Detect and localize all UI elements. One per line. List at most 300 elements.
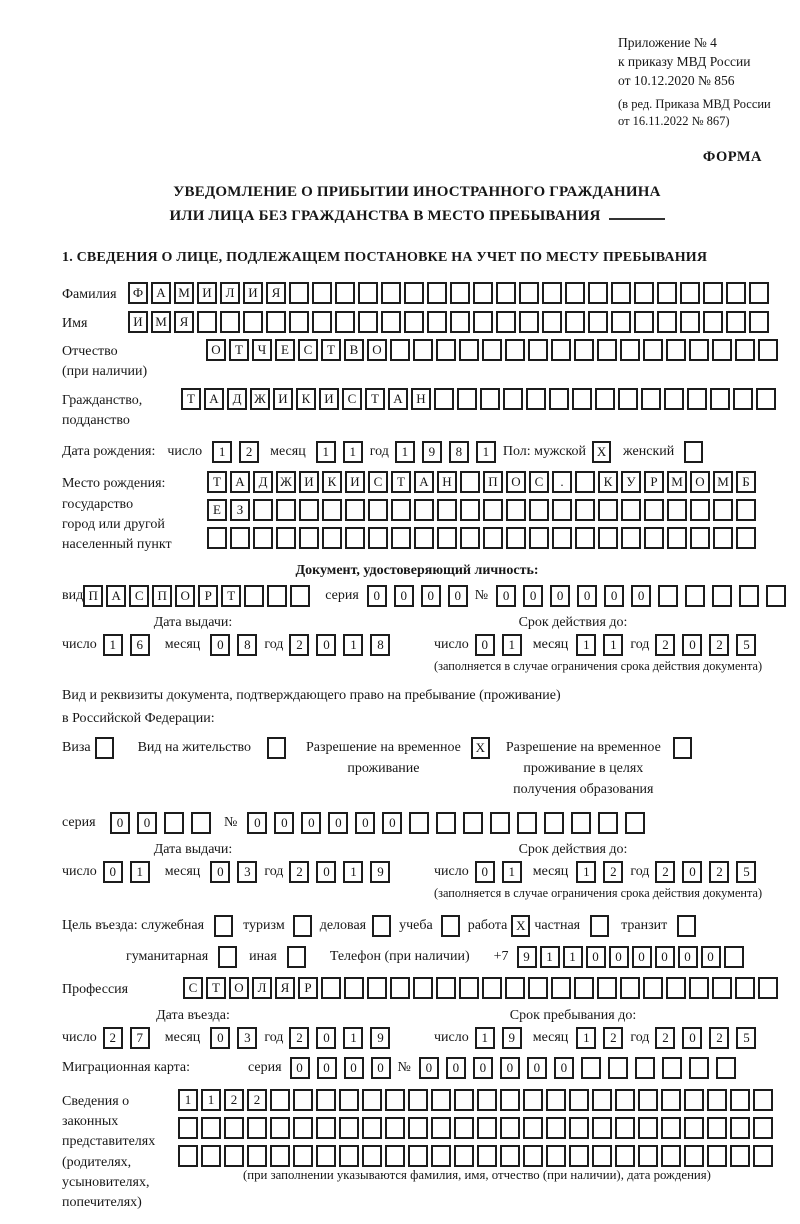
- char-cell[interactable]: [523, 1089, 543, 1111]
- char-cell[interactable]: [546, 1117, 566, 1139]
- char-cell[interactable]: Р: [198, 585, 218, 607]
- char-cell[interactable]: [244, 585, 264, 607]
- char-cell[interactable]: [339, 1145, 359, 1167]
- char-cell[interactable]: [753, 1089, 773, 1111]
- char-cell[interactable]: [427, 311, 447, 333]
- char-cell[interactable]: [703, 311, 723, 333]
- char-cell[interactable]: 0: [371, 1057, 391, 1079]
- char-cell[interactable]: [345, 499, 365, 521]
- migcard-series-input[interactable]: [290, 1057, 398, 1079]
- char-cell[interactable]: [293, 1145, 313, 1167]
- char-cell[interactable]: [253, 499, 273, 521]
- char-cell[interactable]: [664, 388, 684, 410]
- char-cell[interactable]: О: [206, 339, 226, 361]
- char-cell[interactable]: [661, 1117, 681, 1139]
- char-cell[interactable]: Е: [275, 339, 295, 361]
- char-cell[interactable]: 1: [576, 861, 596, 883]
- char-cell[interactable]: А: [204, 388, 224, 410]
- char-cell[interactable]: [730, 1089, 750, 1111]
- char-cell[interactable]: С: [298, 339, 318, 361]
- birth-year-input[interactable]: [395, 441, 503, 463]
- char-cell[interactable]: Т: [221, 585, 241, 607]
- char-cell[interactable]: [463, 812, 483, 834]
- char-cell[interactable]: [620, 977, 640, 999]
- char-cell[interactable]: С: [183, 977, 203, 999]
- char-cell[interactable]: [546, 1145, 566, 1167]
- char-cell[interactable]: [362, 1145, 382, 1167]
- entry-year-input[interactable]: [289, 1027, 397, 1049]
- char-cell[interactable]: [362, 1117, 382, 1139]
- char-cell[interactable]: [546, 1089, 566, 1111]
- char-cell[interactable]: [707, 1145, 727, 1167]
- char-cell[interactable]: [483, 527, 503, 549]
- char-cell[interactable]: [634, 311, 654, 333]
- char-cell[interactable]: [634, 282, 654, 304]
- resdoc-issue-month-input[interactable]: [210, 861, 264, 883]
- char-cell[interactable]: 9: [370, 861, 390, 883]
- char-cell[interactable]: [506, 527, 526, 549]
- char-cell[interactable]: [477, 1089, 497, 1111]
- char-cell[interactable]: [625, 812, 645, 834]
- char-cell[interactable]: 0: [554, 1057, 574, 1079]
- char-cell[interactable]: [684, 1117, 704, 1139]
- char-cell[interactable]: 2: [655, 1027, 675, 1049]
- char-cell[interactable]: [565, 282, 585, 304]
- char-cell[interactable]: А: [230, 471, 250, 493]
- char-cell[interactable]: [713, 527, 733, 549]
- patronymic-input[interactable]: [206, 339, 781, 361]
- char-cell[interactable]: [247, 1145, 267, 1167]
- purpose-humanitarian-checkbox[interactable]: [218, 946, 237, 968]
- char-cell[interactable]: [712, 339, 732, 361]
- char-cell[interactable]: 2: [224, 1089, 244, 1111]
- char-cell[interactable]: 1: [178, 1089, 198, 1111]
- char-cell[interactable]: [335, 311, 355, 333]
- char-cell[interactable]: 0: [421, 585, 441, 607]
- char-cell[interactable]: Т: [391, 471, 411, 493]
- doc-series-input[interactable]: [367, 585, 475, 607]
- char-cell[interactable]: Л: [252, 977, 272, 999]
- citizenship-input[interactable]: [181, 388, 779, 410]
- char-cell[interactable]: [457, 388, 477, 410]
- char-cell[interactable]: [207, 527, 227, 549]
- char-cell[interactable]: [549, 388, 569, 410]
- char-cell[interactable]: М: [713, 471, 733, 493]
- char-cell[interactable]: Н: [437, 471, 457, 493]
- char-cell[interactable]: К: [598, 471, 618, 493]
- char-cell[interactable]: 0: [448, 585, 468, 607]
- resdoc-issue-day-input[interactable]: [103, 861, 157, 883]
- char-cell[interactable]: [736, 499, 756, 521]
- char-cell[interactable]: [473, 282, 493, 304]
- char-cell[interactable]: [592, 1117, 612, 1139]
- char-cell[interactable]: [473, 311, 493, 333]
- char-cell[interactable]: 0: [316, 634, 336, 656]
- char-cell[interactable]: [289, 282, 309, 304]
- char-cell[interactable]: С: [529, 471, 549, 493]
- char-cell[interactable]: А: [151, 282, 171, 304]
- char-cell[interactable]: М: [667, 471, 687, 493]
- char-cell[interactable]: [712, 977, 732, 999]
- char-cell[interactable]: Д: [253, 471, 273, 493]
- char-cell[interactable]: [191, 812, 211, 834]
- char-cell[interactable]: [477, 1145, 497, 1167]
- purpose-official-checkbox[interactable]: [214, 915, 233, 937]
- char-cell[interactable]: 0: [210, 1027, 230, 1049]
- char-cell[interactable]: [345, 527, 365, 549]
- char-cell[interactable]: 9: [517, 946, 537, 968]
- purpose-other-checkbox[interactable]: [287, 946, 306, 968]
- doc-type-input[interactable]: [83, 585, 313, 607]
- purpose-work-checkbox[interactable]: X: [511, 915, 530, 937]
- char-cell[interactable]: 5: [736, 634, 756, 656]
- char-cell[interactable]: 0: [367, 585, 387, 607]
- char-cell[interactable]: 1: [502, 861, 522, 883]
- char-cell[interactable]: [641, 388, 661, 410]
- char-cell[interactable]: [713, 499, 733, 521]
- char-cell[interactable]: 1: [316, 441, 336, 463]
- char-cell[interactable]: [276, 499, 296, 521]
- char-cell[interactable]: [643, 339, 663, 361]
- char-cell[interactable]: [368, 499, 388, 521]
- char-cell[interactable]: 0: [682, 634, 702, 656]
- char-cell[interactable]: 0: [137, 812, 157, 834]
- char-cell[interactable]: С: [368, 471, 388, 493]
- legal-line2-input[interactable]: [178, 1117, 776, 1139]
- legal-line1-input[interactable]: [178, 1089, 776, 1111]
- char-cell[interactable]: [391, 499, 411, 521]
- char-cell[interactable]: [454, 1089, 474, 1111]
- char-cell[interactable]: 0: [682, 861, 702, 883]
- purpose-private-checkbox[interactable]: [590, 915, 609, 937]
- char-cell[interactable]: [431, 1145, 451, 1167]
- char-cell[interactable]: [390, 977, 410, 999]
- char-cell[interactable]: Т: [181, 388, 201, 410]
- char-cell[interactable]: [687, 388, 707, 410]
- char-cell[interactable]: [552, 499, 572, 521]
- char-cell[interactable]: [436, 977, 456, 999]
- char-cell[interactable]: 0: [210, 634, 230, 656]
- char-cell[interactable]: [436, 339, 456, 361]
- char-cell[interactable]: 0: [678, 946, 698, 968]
- char-cell[interactable]: [690, 499, 710, 521]
- char-cell[interactable]: [689, 1057, 709, 1079]
- char-cell[interactable]: [597, 977, 617, 999]
- char-cell[interactable]: 0: [527, 1057, 547, 1079]
- char-cell[interactable]: [569, 1145, 589, 1167]
- char-cell[interactable]: [316, 1117, 336, 1139]
- char-cell[interactable]: [707, 1117, 727, 1139]
- char-cell[interactable]: Т: [207, 471, 227, 493]
- char-cell[interactable]: [712, 585, 732, 607]
- char-cell[interactable]: [339, 1089, 359, 1111]
- char-cell[interactable]: 0: [344, 1057, 364, 1079]
- char-cell[interactable]: [667, 499, 687, 521]
- char-cell[interactable]: [496, 311, 516, 333]
- char-cell[interactable]: [666, 977, 686, 999]
- char-cell[interactable]: 3: [237, 1027, 257, 1049]
- purpose-transit-checkbox[interactable]: [677, 915, 696, 937]
- char-cell[interactable]: [707, 1089, 727, 1111]
- char-cell[interactable]: [733, 388, 753, 410]
- char-cell[interactable]: 0: [274, 812, 294, 834]
- char-cell[interactable]: [431, 1089, 451, 1111]
- char-cell[interactable]: [749, 311, 769, 333]
- stay-year-input[interactable]: [655, 1027, 763, 1049]
- char-cell[interactable]: [621, 527, 641, 549]
- char-cell[interactable]: [551, 339, 571, 361]
- char-cell[interactable]: [735, 977, 755, 999]
- char-cell[interactable]: [644, 527, 664, 549]
- char-cell[interactable]: [661, 1145, 681, 1167]
- char-cell[interactable]: 0: [475, 861, 495, 883]
- char-cell[interactable]: 0: [355, 812, 375, 834]
- char-cell[interactable]: И: [319, 388, 339, 410]
- char-cell[interactable]: 5: [736, 861, 756, 883]
- char-cell[interactable]: 2: [103, 1027, 123, 1049]
- char-cell[interactable]: [575, 471, 595, 493]
- char-cell[interactable]: [662, 1057, 682, 1079]
- char-cell[interactable]: 2: [709, 861, 729, 883]
- resdoc-issue-year-input[interactable]: [289, 861, 397, 883]
- iddoc-valid-year-input[interactable]: [655, 634, 763, 656]
- char-cell[interactable]: [290, 585, 310, 607]
- char-cell[interactable]: [437, 499, 457, 521]
- char-cell[interactable]: 8: [237, 634, 257, 656]
- char-cell[interactable]: [529, 499, 549, 521]
- char-cell[interactable]: [667, 527, 687, 549]
- temp-permit-checkbox[interactable]: X: [471, 737, 490, 759]
- char-cell[interactable]: 0: [419, 1057, 439, 1079]
- char-cell[interactable]: С: [129, 585, 149, 607]
- char-cell[interactable]: 8: [370, 634, 390, 656]
- char-cell[interactable]: [270, 1117, 290, 1139]
- char-cell[interactable]: [575, 527, 595, 549]
- char-cell[interactable]: 5: [736, 1027, 756, 1049]
- iddoc-issue-year-input[interactable]: [289, 634, 397, 656]
- char-cell[interactable]: [529, 527, 549, 549]
- purpose-study-checkbox[interactable]: [441, 915, 460, 937]
- char-cell[interactable]: Ч: [252, 339, 272, 361]
- char-cell[interactable]: А: [414, 471, 434, 493]
- char-cell[interactable]: К: [322, 471, 342, 493]
- char-cell[interactable]: [299, 527, 319, 549]
- char-cell[interactable]: [643, 977, 663, 999]
- char-cell[interactable]: [299, 499, 319, 521]
- sex-female-checkbox[interactable]: [684, 441, 703, 463]
- char-cell[interactable]: 0: [301, 812, 321, 834]
- char-cell[interactable]: [666, 339, 686, 361]
- profession-input[interactable]: [183, 977, 781, 999]
- char-cell[interactable]: [572, 388, 592, 410]
- char-cell[interactable]: [164, 812, 184, 834]
- purpose-tourism-checkbox[interactable]: [293, 915, 312, 937]
- char-cell[interactable]: [615, 1089, 635, 1111]
- char-cell[interactable]: [230, 527, 250, 549]
- char-cell[interactable]: 0: [682, 1027, 702, 1049]
- char-cell[interactable]: [385, 1145, 405, 1167]
- char-cell[interactable]: [519, 311, 539, 333]
- birthplace-line2-input[interactable]: [207, 499, 759, 521]
- char-cell[interactable]: [523, 1117, 543, 1139]
- char-cell[interactable]: 2: [603, 1027, 623, 1049]
- char-cell[interactable]: [408, 1145, 428, 1167]
- char-cell[interactable]: [454, 1117, 474, 1139]
- char-cell[interactable]: 0: [394, 585, 414, 607]
- char-cell[interactable]: [358, 282, 378, 304]
- char-cell[interactable]: [437, 527, 457, 549]
- char-cell[interactable]: [496, 282, 516, 304]
- char-cell[interactable]: 1: [475, 1027, 495, 1049]
- char-cell[interactable]: [689, 977, 709, 999]
- char-cell[interactable]: [608, 1057, 628, 1079]
- char-cell[interactable]: [312, 311, 332, 333]
- birth-month-input[interactable]: [316, 441, 370, 463]
- char-cell[interactable]: [450, 311, 470, 333]
- resdoc-valid-month-input[interactable]: [576, 861, 630, 883]
- char-cell[interactable]: [266, 311, 286, 333]
- char-cell[interactable]: 0: [609, 946, 629, 968]
- iddoc-valid-month-input[interactable]: [576, 634, 630, 656]
- char-cell[interactable]: 0: [550, 585, 570, 607]
- char-cell[interactable]: И: [197, 282, 217, 304]
- char-cell[interactable]: 0: [103, 861, 123, 883]
- phone-input[interactable]: [517, 946, 747, 968]
- char-cell[interactable]: 1: [502, 634, 522, 656]
- char-cell[interactable]: [588, 311, 608, 333]
- char-cell[interactable]: [450, 282, 470, 304]
- char-cell[interactable]: [413, 977, 433, 999]
- char-cell[interactable]: П: [152, 585, 172, 607]
- char-cell[interactable]: 2: [655, 634, 675, 656]
- char-cell[interactable]: [404, 311, 424, 333]
- char-cell[interactable]: 9: [502, 1027, 522, 1049]
- char-cell[interactable]: [574, 339, 594, 361]
- char-cell[interactable]: [730, 1117, 750, 1139]
- char-cell[interactable]: 0: [475, 634, 495, 656]
- char-cell[interactable]: У: [621, 471, 641, 493]
- char-cell[interactable]: О: [506, 471, 526, 493]
- char-cell[interactable]: 0: [446, 1057, 466, 1079]
- char-cell[interactable]: Т: [365, 388, 385, 410]
- char-cell[interactable]: [575, 499, 595, 521]
- char-cell[interactable]: [735, 339, 755, 361]
- char-cell[interactable]: [571, 812, 591, 834]
- char-cell[interactable]: [766, 585, 786, 607]
- doc-number-input[interactable]: [496, 585, 793, 607]
- char-cell[interactable]: [592, 1089, 612, 1111]
- char-cell[interactable]: [657, 311, 677, 333]
- char-cell[interactable]: О: [229, 977, 249, 999]
- char-cell[interactable]: Ф: [128, 282, 148, 304]
- char-cell[interactable]: 0: [577, 585, 597, 607]
- char-cell[interactable]: [739, 585, 759, 607]
- char-cell[interactable]: [289, 311, 309, 333]
- char-cell[interactable]: 0: [473, 1057, 493, 1079]
- char-cell[interactable]: 0: [604, 585, 624, 607]
- char-cell[interactable]: [427, 282, 447, 304]
- char-cell[interactable]: [635, 1057, 655, 1079]
- char-cell[interactable]: А: [106, 585, 126, 607]
- char-cell[interactable]: 1: [540, 946, 560, 968]
- char-cell[interactable]: 0: [316, 1027, 336, 1049]
- char-cell[interactable]: [611, 311, 631, 333]
- char-cell[interactable]: И: [128, 311, 148, 333]
- entry-month-input[interactable]: [210, 1027, 264, 1049]
- char-cell[interactable]: [390, 339, 410, 361]
- char-cell[interactable]: [414, 499, 434, 521]
- iddoc-issue-month-input[interactable]: [210, 634, 264, 656]
- char-cell[interactable]: Р: [298, 977, 318, 999]
- char-cell[interactable]: [756, 388, 776, 410]
- char-cell[interactable]: О: [175, 585, 195, 607]
- char-cell[interactable]: 2: [289, 861, 309, 883]
- char-cell[interactable]: 0: [290, 1057, 310, 1079]
- char-cell[interactable]: 1: [103, 634, 123, 656]
- resdoc-number-input[interactable]: [247, 812, 652, 834]
- char-cell[interactable]: [505, 977, 525, 999]
- char-cell[interactable]: [588, 282, 608, 304]
- char-cell[interactable]: 2: [247, 1089, 267, 1111]
- char-cell[interactable]: П: [483, 471, 503, 493]
- char-cell[interactable]: [436, 812, 456, 834]
- char-cell[interactable]: [615, 1145, 635, 1167]
- char-cell[interactable]: 1: [576, 634, 596, 656]
- char-cell[interactable]: [490, 812, 510, 834]
- char-cell[interactable]: [730, 1145, 750, 1167]
- char-cell[interactable]: [197, 311, 217, 333]
- char-cell[interactable]: Я: [275, 977, 295, 999]
- char-cell[interactable]: 0: [382, 812, 402, 834]
- char-cell[interactable]: [362, 1089, 382, 1111]
- char-cell[interactable]: [657, 282, 677, 304]
- char-cell[interactable]: 0: [655, 946, 675, 968]
- resdoc-series-input[interactable]: [110, 812, 218, 834]
- char-cell[interactable]: [385, 1089, 405, 1111]
- resdoc-valid-day-input[interactable]: [475, 861, 529, 883]
- char-cell[interactable]: 2: [655, 861, 675, 883]
- char-cell[interactable]: 0: [500, 1057, 520, 1079]
- char-cell[interactable]: [247, 1117, 267, 1139]
- entry-day-input[interactable]: [103, 1027, 157, 1049]
- char-cell[interactable]: 0: [110, 812, 130, 834]
- char-cell[interactable]: [316, 1145, 336, 1167]
- char-cell[interactable]: [413, 339, 433, 361]
- char-cell[interactable]: [201, 1145, 221, 1167]
- char-cell[interactable]: [680, 282, 700, 304]
- stay-day-input[interactable]: [475, 1027, 529, 1049]
- purpose-business-checkbox[interactable]: [372, 915, 391, 937]
- char-cell[interactable]: [267, 585, 287, 607]
- char-cell[interactable]: [321, 977, 341, 999]
- char-cell[interactable]: [270, 1089, 290, 1111]
- char-cell[interactable]: [335, 282, 355, 304]
- char-cell[interactable]: [581, 1057, 601, 1079]
- char-cell[interactable]: Л: [220, 282, 240, 304]
- char-cell[interactable]: [414, 527, 434, 549]
- char-cell[interactable]: 0: [631, 585, 651, 607]
- char-cell[interactable]: И: [243, 282, 263, 304]
- char-cell[interactable]: [408, 1089, 428, 1111]
- birth-day-input[interactable]: [212, 441, 266, 463]
- char-cell[interactable]: [661, 1089, 681, 1111]
- char-cell[interactable]: [552, 527, 572, 549]
- char-cell[interactable]: Я: [174, 311, 194, 333]
- char-cell[interactable]: [381, 311, 401, 333]
- char-cell[interactable]: [598, 499, 618, 521]
- char-cell[interactable]: [460, 499, 480, 521]
- char-cell[interactable]: [526, 388, 546, 410]
